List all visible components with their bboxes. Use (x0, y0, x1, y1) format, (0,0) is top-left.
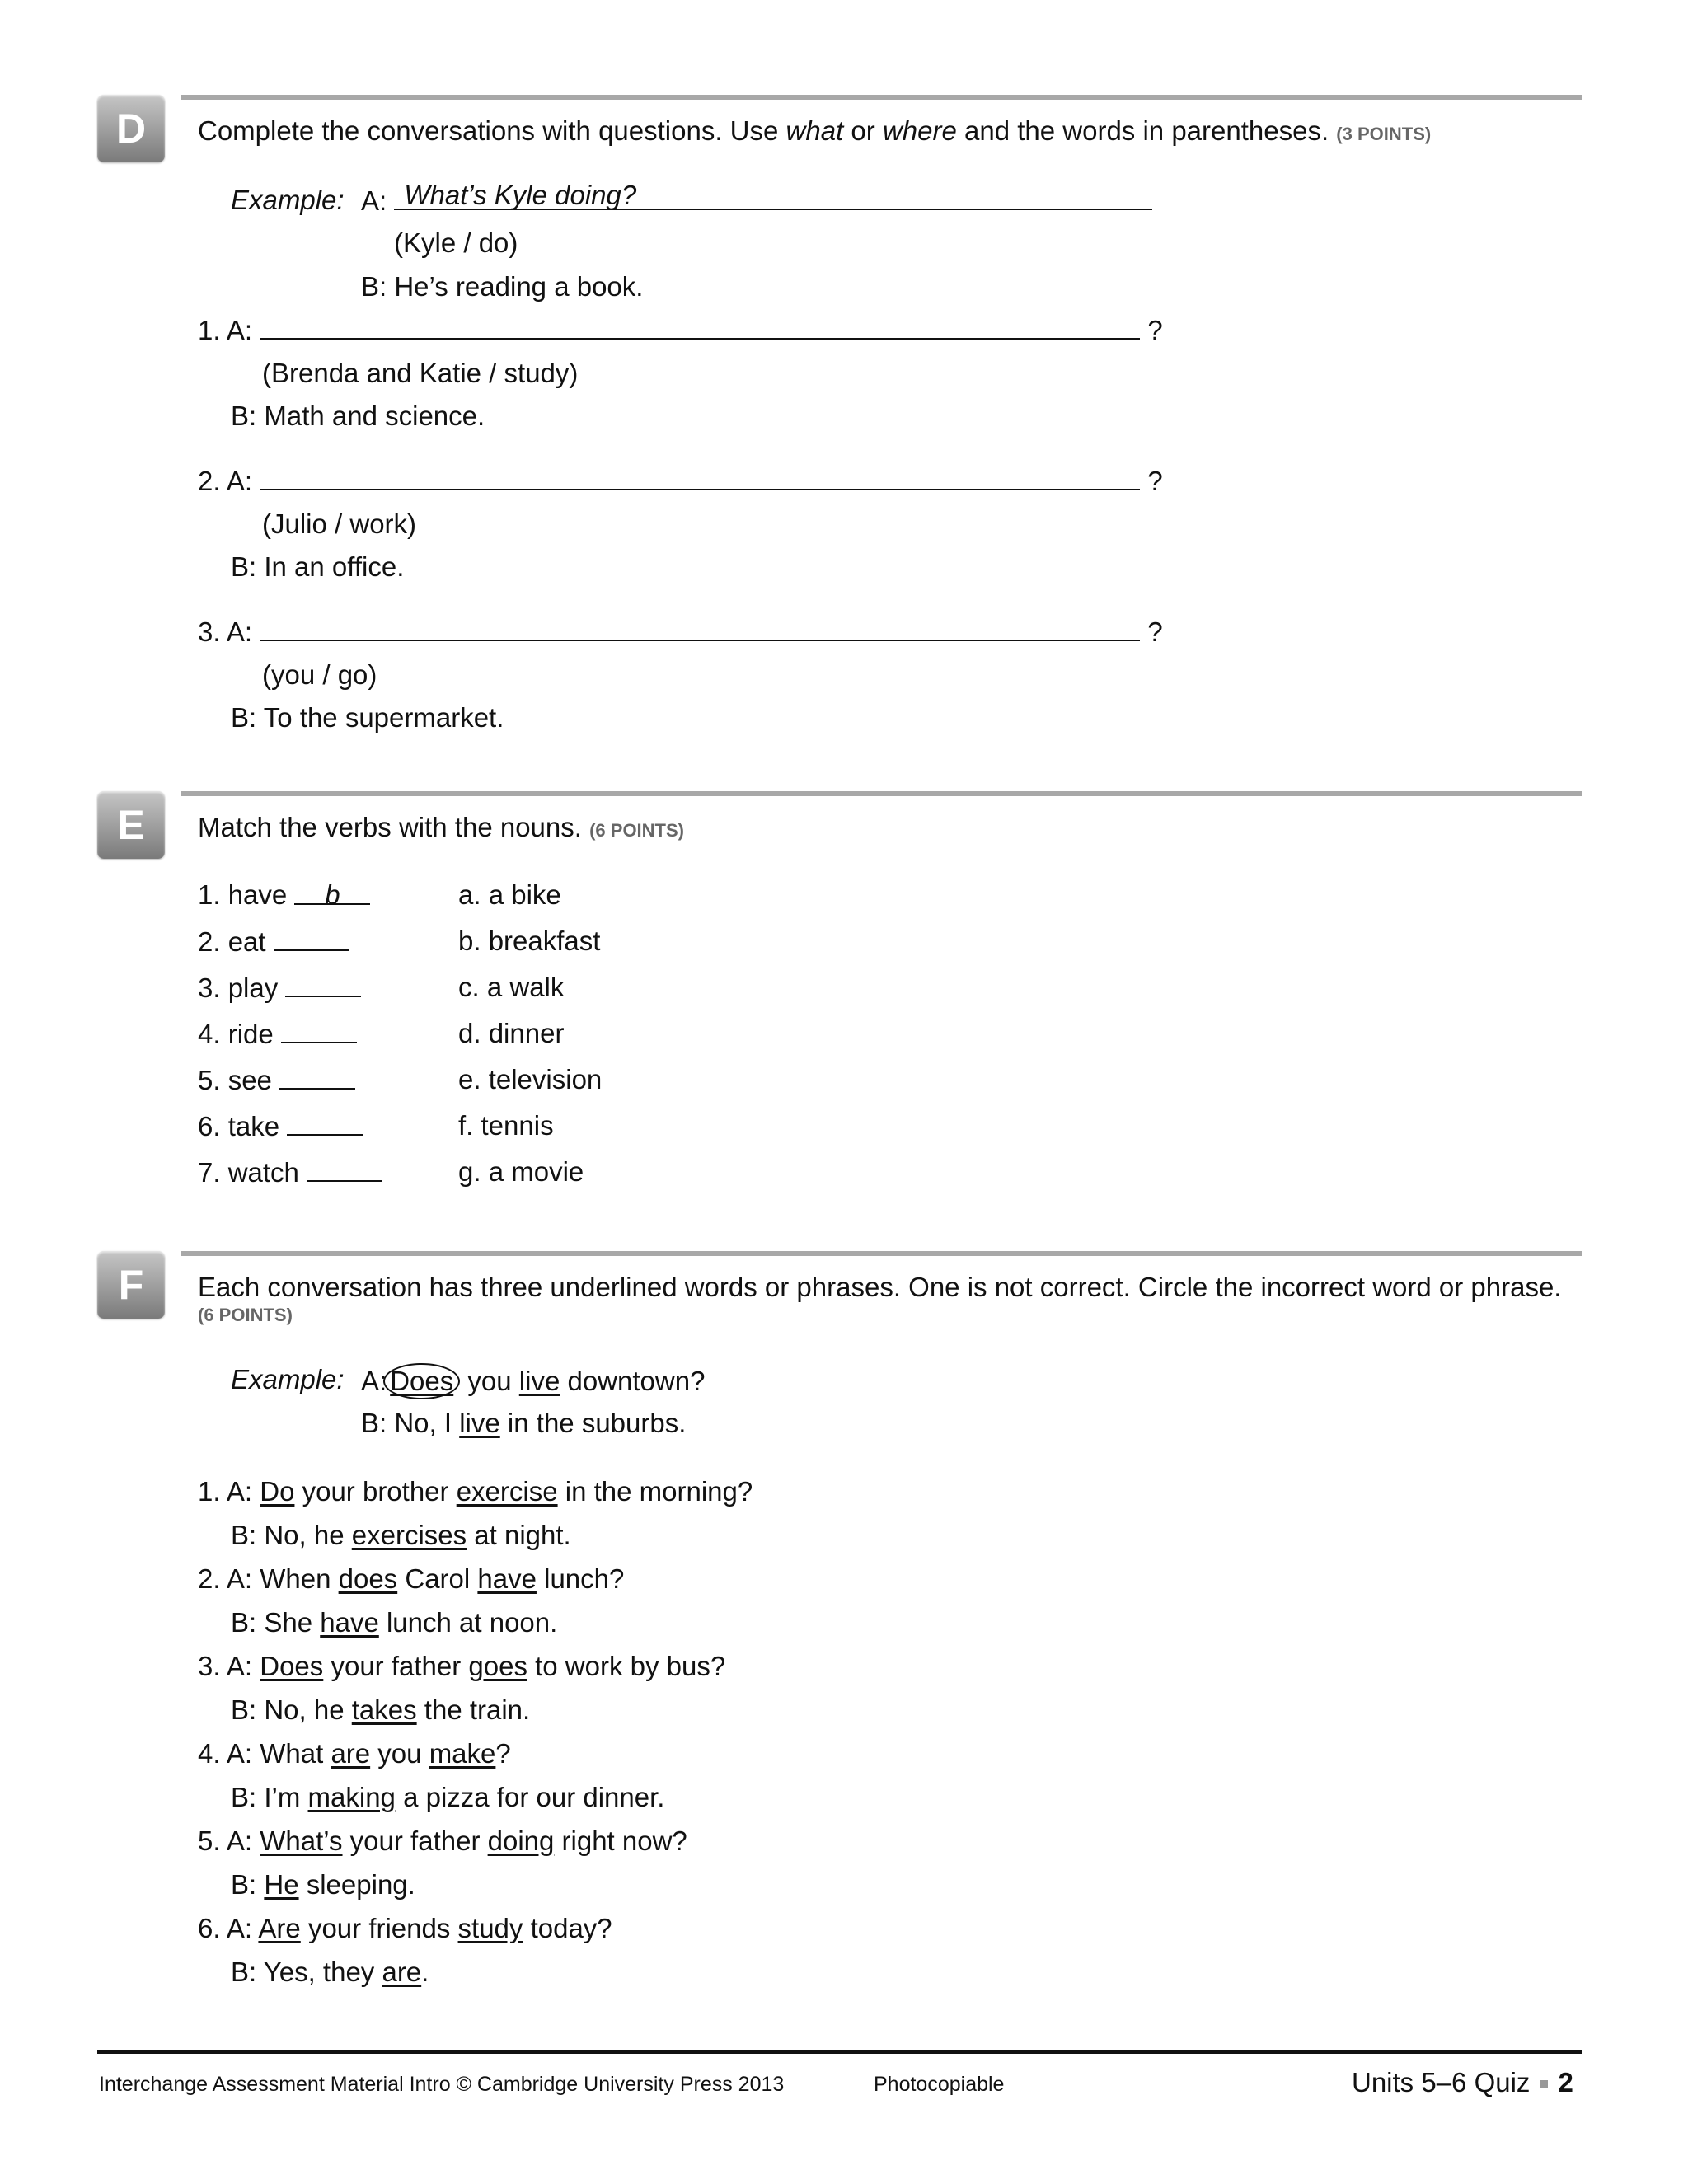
points-label: (3 POINTS) (1336, 124, 1432, 144)
conversation-response-2 (231, 1606, 557, 1639)
sentence-text: ? (495, 1738, 511, 1769)
sentence-text: B: I’m (231, 1782, 308, 1812)
sentence-text: your brother (294, 1476, 457, 1507)
underlined-option[interactable]: making (307, 1782, 396, 1812)
question-item-2: 2. A: ? (198, 466, 1163, 496)
sentence-text: today? (523, 1913, 612, 1943)
question-item-1: 1. A: ? (198, 315, 1163, 345)
match-input[interactable] (279, 1063, 355, 1090)
answer-input-2[interactable] (260, 464, 1140, 490)
conversation-item-3: 3. A: Does your father goes to work by bus? (198, 1651, 726, 1681)
conversation-response-6 (231, 1956, 429, 1989)
question-item-3: 3. A: ? (198, 616, 1163, 647)
underlined-option[interactable]: does (338, 1563, 398, 1594)
underlined-option[interactable]: doing (487, 1825, 555, 1856)
conversation-response-3 (231, 1694, 530, 1727)
verb-item: 7. watch (198, 1155, 382, 1189)
sentence-text: lunch at noon. (378, 1607, 558, 1638)
verb-item: 6. take (198, 1109, 363, 1143)
section-e-instruction: Match the verbs with the nouns. (6 POINTS) (198, 812, 684, 842)
conversation-item-5: 5. A: What’s your father doing right now? (198, 1825, 687, 1856)
example-a: A: Does you live downtown? (361, 1363, 705, 1399)
example-b: B: He’s reading a book. (361, 271, 644, 302)
sentence-text: to work by bus? (527, 1651, 726, 1681)
underlined-option[interactable]: make (429, 1738, 496, 1769)
conversation-item-2: 2. A: When does Carol have lunch? (198, 1563, 625, 1594)
section-badge-e: E (97, 791, 165, 859)
verb-item: 4. ride (198, 1017, 357, 1051)
verb-item: 5. see (198, 1063, 355, 1097)
sentence-text: in the morning? (557, 1476, 753, 1507)
sentence-text: A: (226, 1913, 259, 1943)
match-input[interactable] (287, 1109, 363, 1136)
footer-photocopiable: Photocopiable (874, 2073, 1005, 2096)
match-input[interactable] (281, 1017, 357, 1043)
underlined-option[interactable]: are (382, 1957, 422, 1987)
example-line: Example: (231, 1364, 345, 1394)
underlined-option[interactable]: have (320, 1607, 379, 1638)
sentence-text: the train. (416, 1694, 531, 1725)
sentence-text: A: When (226, 1563, 339, 1594)
example-line: Example: (231, 185, 345, 215)
conversation-item-4: 4. A: What are you make? (198, 1738, 511, 1769)
sentence-text: you (370, 1738, 429, 1769)
section-divider (181, 1251, 1582, 1256)
example-b: B: No, I live in the suburbs. (361, 1408, 687, 1438)
footer-copyright: Interchange Assessment Material Intro © Cambridge University Press 2013 (99, 2073, 785, 2096)
underlined-option[interactable]: Do (260, 1476, 295, 1507)
match-input[interactable] (274, 925, 349, 951)
sentence-text: your father (323, 1651, 469, 1681)
noun-item: d. dinner (458, 1018, 565, 1048)
sentence-text: B: No, he (231, 1520, 352, 1550)
question-cue-1: (Brenda and Katie / study) (262, 358, 579, 388)
square-bullet-icon (1540, 2080, 1548, 2088)
underlined-option[interactable]: Does (260, 1651, 324, 1681)
verb-item: 2. eat (198, 925, 349, 958)
underlined-option[interactable]: Are (258, 1913, 301, 1943)
sentence-text: A: What (226, 1738, 331, 1769)
noun-item: f. tennis (458, 1110, 554, 1141)
sentence-text: right now? (554, 1825, 687, 1856)
question-cue-2: (Julio / work) (262, 509, 417, 539)
conversation-item-6: 6. A: Are your friends study today? (198, 1913, 612, 1943)
question-response-1: B: Math and science. (231, 401, 485, 431)
noun-item: a. a bike (458, 879, 561, 910)
sentence-text: your friends (300, 1913, 458, 1943)
section-divider (181, 791, 1582, 796)
question-response-2: B: In an office. (231, 551, 405, 582)
match-input[interactable]: b (294, 879, 370, 905)
underlined-option[interactable]: What’s (260, 1825, 343, 1856)
noun-item: c. a walk (458, 972, 565, 1002)
match-input[interactable] (307, 1155, 382, 1182)
underlined-option[interactable]: study (457, 1913, 523, 1943)
conversation-response-5 (231, 1868, 415, 1901)
question-response-3: B: To the supermarket. (231, 702, 504, 733)
sentence-text: a pizza for our dinner. (395, 1782, 665, 1812)
section-f-instruction: Each conversation has three underlined words or phrases. One is not correct. Circle the incorrect word or phrase. $^{(6 POINTS)}$ (198, 1272, 1562, 1325)
sentence-text: A: (226, 1651, 260, 1681)
example-cue: (Kyle / do) (394, 227, 518, 258)
footer-page-label: Units 5–6 Quiz 2 (1352, 2067, 1573, 2097)
underlined-option[interactable]: exercise (456, 1476, 558, 1507)
conversation-response-1 (231, 1519, 571, 1552)
conversation-response-4 (231, 1781, 664, 1814)
sentence-text: Carol (397, 1563, 478, 1594)
verb-item: 3. play (198, 971, 361, 1005)
underlined-option[interactable]: He (264, 1869, 299, 1900)
section-d-instruction: Complete the conversations with questions. Use what or where and the words in parentheses. (3 POINTS) (198, 115, 1432, 146)
example-a: A: What’s Kyle doing? (361, 184, 1152, 218)
sentence-text: your father (342, 1825, 488, 1856)
answer-input-1[interactable] (260, 313, 1140, 340)
question-cue-3: (you / go) (262, 659, 377, 690)
noun-item: g. a movie (458, 1156, 584, 1187)
sentence-text: at night. (467, 1520, 571, 1550)
sentence-text: B: She (231, 1607, 321, 1638)
points-label: (6 POINTS) (198, 1305, 293, 1325)
footer-divider (97, 2050, 1582, 2054)
sentence-text: B: Yes, they (231, 1957, 382, 1987)
section-badge-f: F (97, 1251, 165, 1319)
underlined-option[interactable]: takes (351, 1694, 417, 1725)
underlined-option[interactable]: are (331, 1738, 371, 1769)
verb-item: 1. have b (198, 879, 370, 912)
underlined-option[interactable]: goes (468, 1651, 528, 1681)
circled-answer: Does (383, 1363, 460, 1399)
answer-input-3[interactable] (260, 615, 1140, 641)
sentence-text: . (421, 1957, 429, 1987)
match-input[interactable] (285, 971, 361, 997)
example-answer-blank: What’s Kyle doing? (394, 184, 1152, 210)
noun-item: b. breakfast (458, 926, 601, 956)
sentence-text: B: (231, 1869, 265, 1900)
sentence-text: sleeping. (298, 1869, 415, 1900)
sentence-text: lunch? (536, 1563, 625, 1594)
conversation-item-1: 1. A: Do your brother exercise in the morning? (198, 1476, 753, 1507)
sentence-text: A: (226, 1825, 260, 1856)
sentence-text: A: (226, 1476, 260, 1507)
section-badge-d: D (97, 95, 165, 162)
section-divider (181, 95, 1582, 100)
underlined-option[interactable]: have (477, 1563, 537, 1594)
noun-item: e. television (458, 1064, 603, 1094)
points-label: (6 POINTS) (589, 820, 684, 841)
sentence-text: B: No, he (231, 1694, 352, 1725)
underlined-option[interactable]: exercises (351, 1520, 467, 1550)
